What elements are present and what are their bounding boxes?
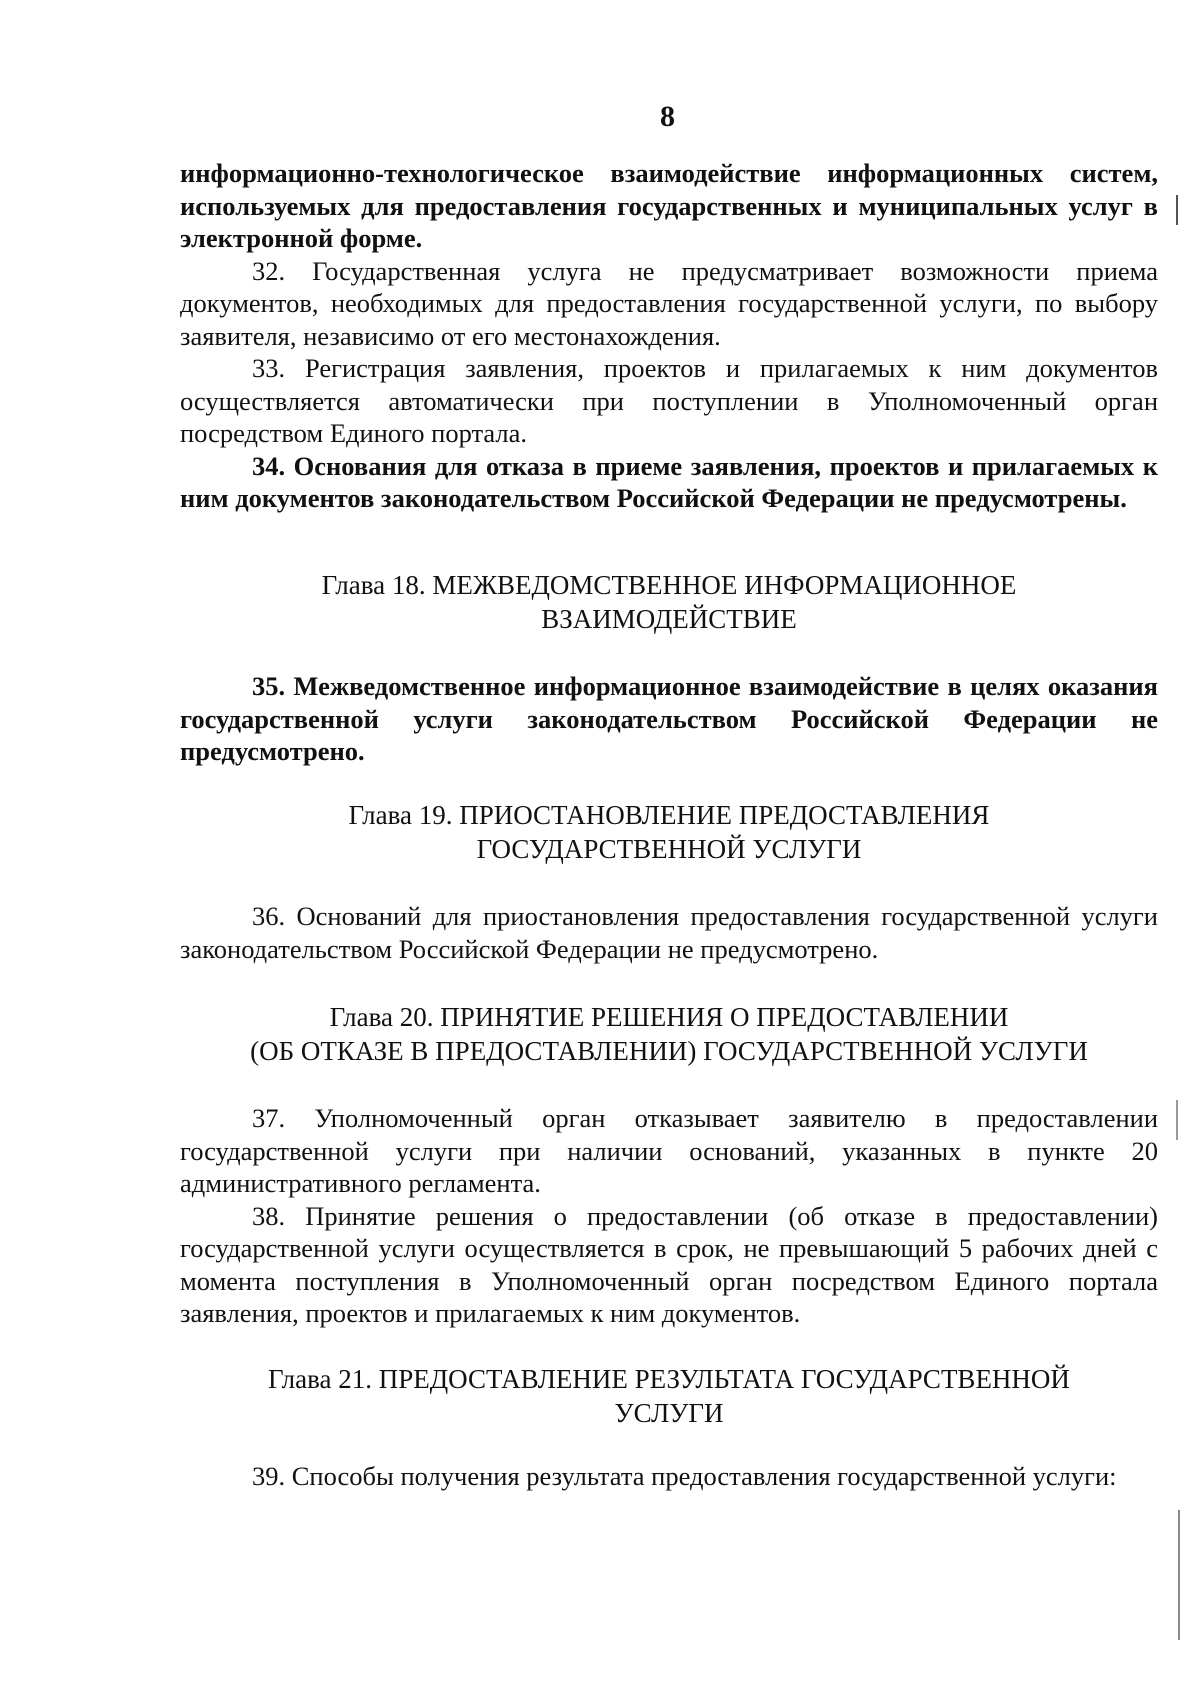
text-block-37-38 — [180, 1102, 1158, 1330]
text-block-39 — [180, 1460, 1158, 1493]
chapter-20-heading-line2: (ОБ ОТКАЗЕ В ПРЕДОСТАВЛЕНИИ) ГОСУДАРСТВЕННОЙ УСЛУГИ — [250, 1036, 1088, 1066]
paragraph-33: 33. Регистрация заявления, проектов и прилагаемых к ним документов осуществляется автоматически при поступлении в Уполномоченный орган посредством Единого портала. — [180, 353, 1158, 448]
chapter-18-heading-line2: ВЗАИМОДЕЙСТВИЕ — [541, 604, 797, 634]
chapter-21-heading-line1: Глава 21. ПРЕДОСТАВЛЕНИЕ РЕЗУЛЬТАТА ГОСУДАРСТВЕННОЙ — [268, 1364, 1070, 1394]
paragraph-34: 34. Основания для отказа в приеме заявления, проектов и прилагаемых к ним документов законодательством Российской Федерации не предусмотрены. — [180, 450, 1158, 513]
chapter-21-heading — [180, 1362, 1158, 1430]
text-block-36 — [180, 900, 1158, 965]
paragraph-35: 35. Межведомственное информационное взаимодействие в целях оказания государственной услуги законодательством Российской Федерации не предусмотрено. — [180, 671, 1158, 766]
chapter-20-heading-line1: Глава 20. ПРИНЯТИЕ РЕШЕНИЯ О ПРЕДОСТАВЛЕНИИ — [329, 1002, 1009, 1032]
paragraph-intro: информационно-технологическое взаимодействие информационных систем, используемых для предоставления государственных и муниципальных услуг в электронной форме. — [180, 158, 1158, 253]
chapter-19-heading — [180, 798, 1158, 866]
chapter-20-heading — [180, 1000, 1158, 1068]
chapter-21-heading-line2: УСЛУГИ — [614, 1398, 724, 1428]
paragraph-32: 32. Государственная услуга не предусматривает возможности приема документов, необходимых для предоставления государственной услуги, по выбору заявителя, независимо от его местонахождения. — [180, 255, 1158, 351]
text-block-35 — [180, 670, 1158, 768]
scan-edge-mark — [1176, 195, 1178, 225]
scan-edge-mark — [1176, 1100, 1178, 1140]
chapter-18-heading — [180, 568, 1158, 636]
paragraph-37: 37. Уполномоченный орган отказывает заявителю в предоставлении государственной услуги при наличии оснований, указанных в пункте 20 административного регламента. — [180, 1103, 1158, 1198]
chapter-19-heading-line2: ГОСУДАРСТВЕННОЙ УСЛУГИ — [476, 834, 862, 864]
chapter-19-heading-line1: Глава 19. ПРИОСТАНОВЛЕНИЕ ПРЕДОСТАВЛЕНИЯ — [348, 800, 990, 830]
text-block-intro — [180, 157, 1158, 515]
page-number: 8 — [660, 100, 675, 133]
chapter-18-heading-line1: Глава 18. МЕЖВЕДОМСТВЕННОЕ ИНФОРМАЦИОННОЕ — [321, 570, 1017, 600]
paragraph-36: 36. Оснований для приостановления предоставления государственной услуги законодательством Российской Федерации не предусмотрено. — [180, 901, 1158, 964]
paragraph-38: 38. Принятие решения о предоставлении (об отказе в предоставлении) государственной услуги осуществляется в срок, не превышающий 5 рабочих дней с момента поступления в Уполномоченный орган посредством Единого портала заявления, проектов и прилагаемых к ним документов. — [180, 1200, 1158, 1328]
scan-edge-mark — [1178, 1510, 1180, 1640]
paragraph-39: 39. Способы получения результата предоставления государственной услуги: — [252, 1461, 1117, 1491]
